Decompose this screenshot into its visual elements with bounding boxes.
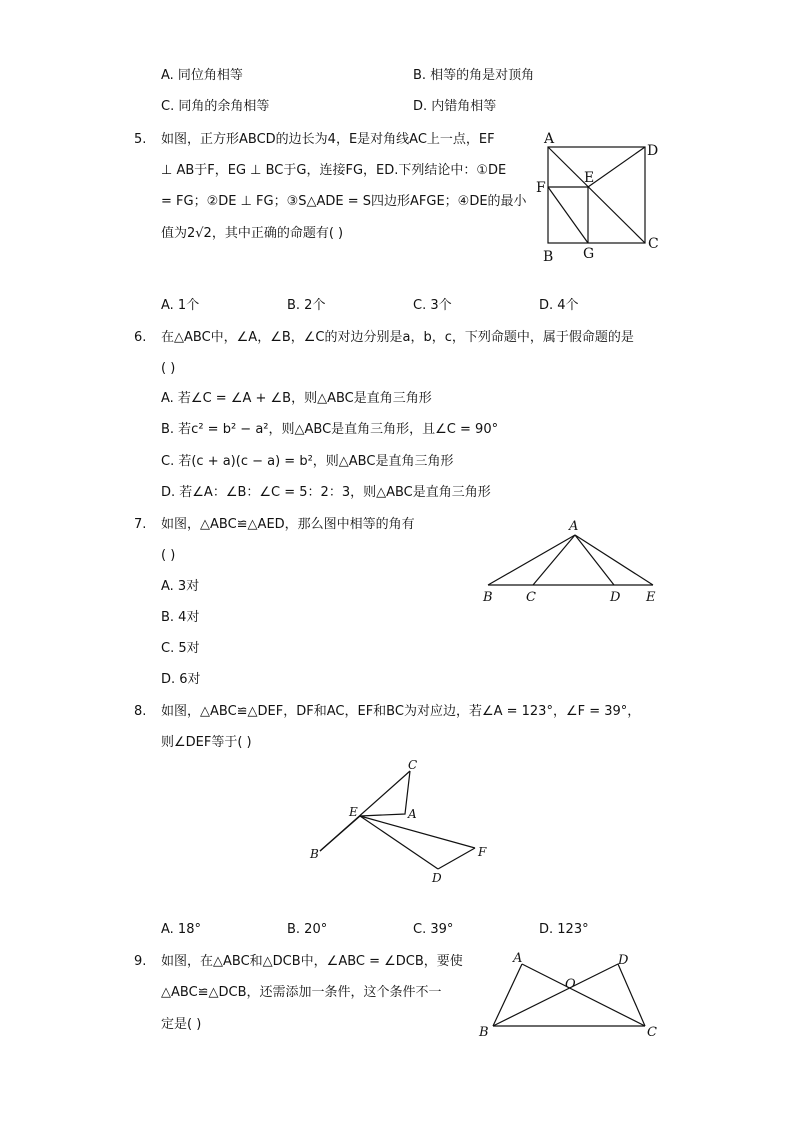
q9-label-c: C [647,1025,657,1040]
q9-label-d: D [618,953,629,968]
q8-option-b: B. 20° [287,922,328,937]
q5-option-a: A. 1个 [161,298,200,313]
q8-label-d: D [432,871,442,885]
q8-number: 8. [134,704,147,719]
q8-label-c: C [408,758,418,772]
q9-quadrilateral-figure [475,948,665,1043]
q9-text-line-3: 定是( ) [161,1017,202,1032]
q8-label-f: F [478,845,487,859]
q5-label-g: G [583,246,595,262]
q8-triangles-figure [300,756,500,886]
q7-option-b: B. 4对 [161,610,200,625]
q5-square-figure [530,128,670,263]
q5-option-b: B. 2个 [287,298,326,313]
q6-text-line-2: ( ) [161,361,176,376]
q4-option-d: D. 内错角相等 [413,99,497,114]
q9-label-o: O [565,977,576,992]
q8-label-a: A [408,807,417,821]
q5-label-b: B [543,249,554,263]
q5-text-line-1: 如图，正方形ABCD的边长为4，E是对角线AC上一点，EF [161,132,495,147]
q5-option-c: C. 3个 [413,298,452,313]
q9-label-b: B [479,1025,489,1040]
q5-text-line-3: = FG；②DE ⊥ FG；③S△ADE = S四边形AFGE；④DE的最小 [161,194,527,209]
q9-text-line-1: 如图，在△ABC和△DCB中，∠ABC = ∠DCB，要使 [161,954,463,969]
q4-option-c: C. 同角的余角相等 [161,99,270,114]
q6-number: 6. [134,330,147,345]
q7-option-a: A. 3对 [161,579,200,594]
q7-label-a: A [569,519,579,534]
q6-text-line-1: 在△ABC中，∠A，∠B，∠C的对边分别是a，b，c，下列命题中，属于假命题的是 [161,330,634,345]
q5-text-line-4: 值为2√2，其中正确的命题有( ) [161,226,344,241]
q5-number: 5. [134,132,147,147]
q8-label-e: E [349,805,358,819]
q5-option-d: D. 4个 [539,298,579,313]
q5-label-c: C [648,236,659,252]
q9-text-line-2: △ABC≌△DCB，还需添加一条件，这个条件不一 [161,985,442,1000]
q6-option-b: B. 若c² = b² − a²，则△ABC是直角三角形，且∠C = 90° [161,422,499,437]
q7-text-line-1: 如图，△ABC≌△AED，那么图中相等的角有 [161,517,415,532]
q8-option-d: D. 123° [539,922,589,937]
q5-label-e: E [584,170,595,186]
q7-label-d: D [610,590,621,605]
q8-text-line-2: 则∠DEF等于( ) [161,735,252,750]
q7-label-b: B [483,590,493,605]
q8-text-line-1: 如图，△ABC≌△DEF，DF和AC，EF和BC为对应边，若∠A = 123°，∠F = 39°， [161,704,641,719]
q7-label-c: C [526,590,536,605]
q8-option-a: A. 18° [161,922,201,937]
q5-label-a: A [544,131,555,147]
q6-option-c: C. 若(c + a)(c − a) = b²，则△ABC是直角三角形 [161,454,454,469]
q7-triangle-figure [478,516,668,606]
q9-label-a: A [513,951,523,966]
q4-option-a: A. 同位角相等 [161,68,243,83]
q5-label-d: D [647,143,659,159]
q5-label-f: F [536,180,546,196]
q7-text-line-2: ( ) [161,548,176,563]
q5-text-line-2: ⊥ AB于F，EG ⊥ BC于G，连接FG，ED.下列结论中：①DE [161,163,507,178]
q7-number: 7. [134,517,147,532]
q6-option-d: D. 若∠A：∠B：∠C = 5：2：3，则△ABC是直角三角形 [161,485,491,500]
q7-option-d: D. 6对 [161,672,201,687]
q4-option-b: B. 相等的角是对顶角 [413,68,535,83]
q8-label-b: B [310,847,319,861]
q7-option-c: C. 5对 [161,641,200,656]
q9-number: 9. [134,954,147,969]
q7-label-e: E [646,590,656,605]
q8-option-c: C. 39° [413,922,454,937]
q6-option-a: A. 若∠C = ∠A + ∠B，则△ABC是直角三角形 [161,391,432,406]
